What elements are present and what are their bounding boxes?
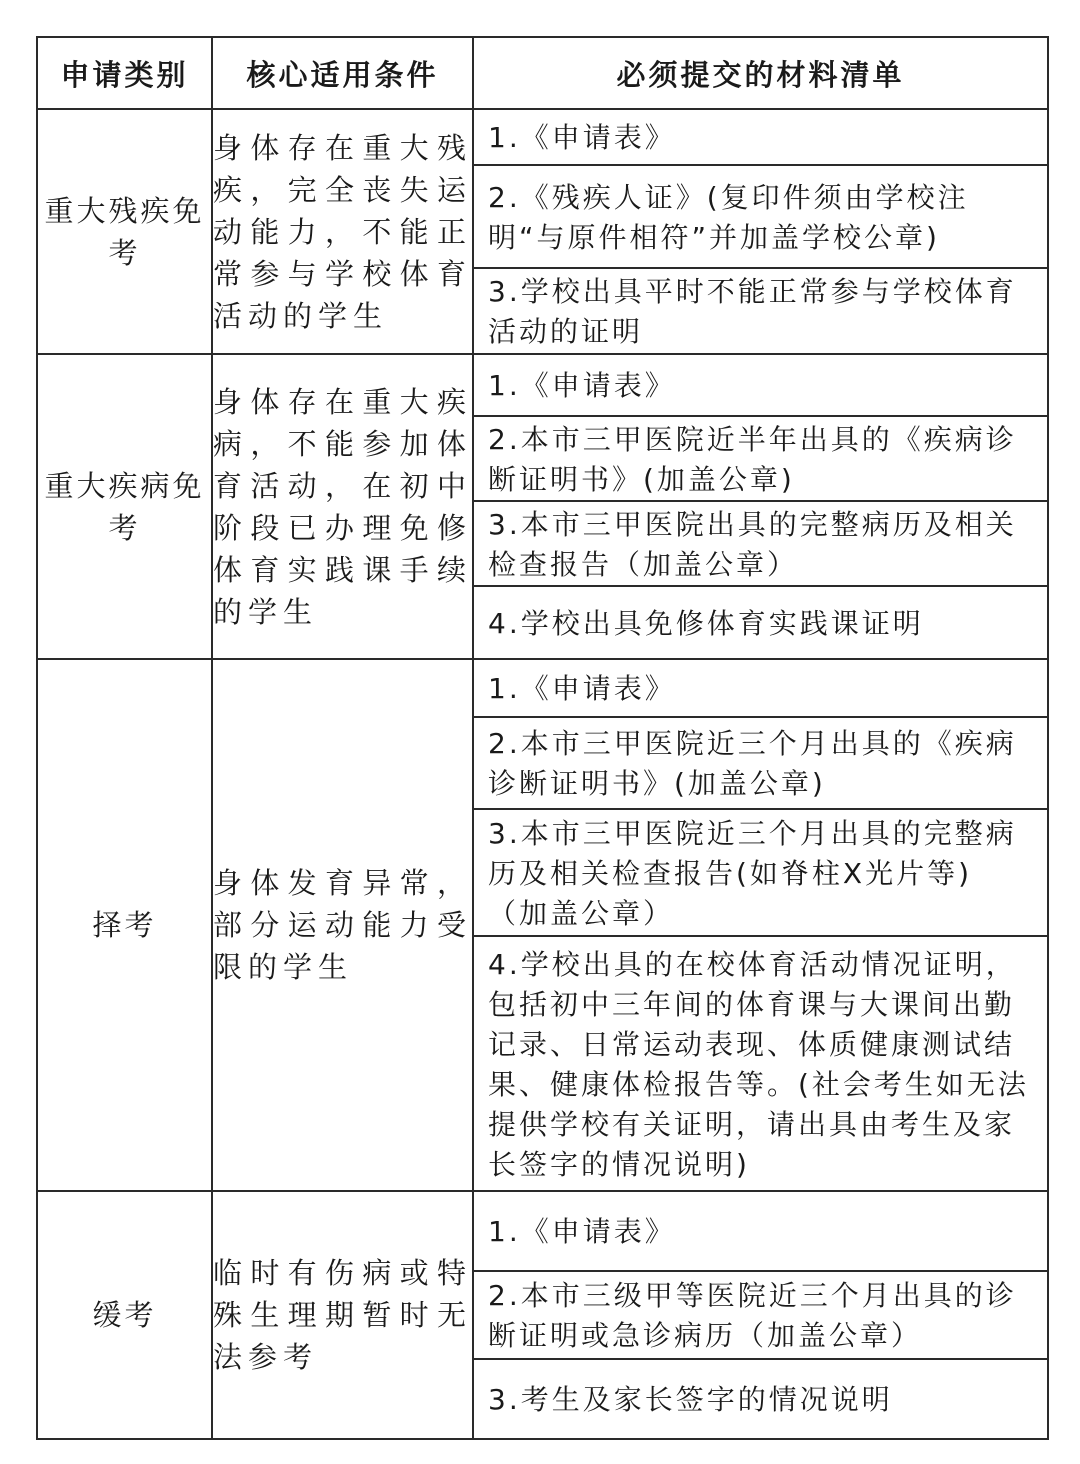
material-item: 3.本市三甲医院出具的完整病历及相关检查报告（加盖公章） bbox=[474, 502, 1047, 587]
row-condition: 身体存在重大疾病，不能参加体育活动，在初中阶段已办理免修体育实践课手续的学生 bbox=[212, 354, 473, 659]
row-condition: 身体存在重大残疾，完全丧失运动能力，不能正常参与学校体育活动的学生 bbox=[212, 109, 473, 354]
header-row bbox=[37, 37, 1048, 109]
row-condition: 身体发育异常，部分运动能力受限的学生 bbox=[212, 659, 473, 1191]
table-row bbox=[37, 354, 1048, 659]
row-category: 缓考 bbox=[37, 1191, 212, 1439]
row-materials bbox=[473, 1191, 1048, 1439]
material-item: 4.学校出具免修体育实践课证明 bbox=[488, 606, 924, 640]
table-row bbox=[37, 659, 1048, 1191]
material-item: 4.学校出具的在校体育活动情况证明，包括初中三年间的体育课与大课间出勤记录、日常运动表现、体质健康测试结果、健康体检报告等。(社会考生如无法提供学校有关证明，请出具由考生及家长签字的情况说明) bbox=[488, 947, 1029, 1181]
material-item: 1.《申请表》 bbox=[474, 355, 1047, 417]
materials-table bbox=[36, 36, 1049, 1440]
row-materials bbox=[473, 109, 1048, 354]
table-row bbox=[37, 1191, 1048, 1439]
material-item: 2.本市三甲医院近三个月出具的《疾病诊断证明书》(加盖公章) bbox=[474, 718, 1047, 810]
material-item: 2.《残疾人证》(复印件须由学校注明“与原件相符”并加盖学校公章) bbox=[474, 166, 1047, 269]
header-category: 申请类别 bbox=[37, 37, 212, 109]
material-item: 1.《申请表》 bbox=[474, 660, 1047, 718]
row-materials bbox=[473, 354, 1048, 659]
row-category: 重大疾病免考 bbox=[37, 354, 212, 659]
row-category: 择考 bbox=[37, 659, 212, 1191]
row-condition: 临时有伤病或特殊生理期暂时无法参考 bbox=[212, 1191, 473, 1439]
row-materials bbox=[473, 659, 1048, 1191]
material-item: 3.本市三甲医院近三个月出具的完整病历及相关检查报告(如脊柱X光片等)（加盖公章） bbox=[474, 810, 1047, 937]
table-row bbox=[37, 109, 1048, 354]
material-item: 1.《申请表》 bbox=[474, 1192, 1047, 1272]
material-item: 1.《申请表》 bbox=[474, 110, 1047, 166]
header-condition: 核心适用条件 bbox=[212, 37, 473, 109]
material-item: 3.考生及家长签字的情况说明 bbox=[488, 1383, 893, 1416]
row-category: 重大残疾免考 bbox=[37, 109, 212, 354]
material-item: 2.本市三级甲等医院近三个月出具的诊断证明或急诊病历（加盖公章） bbox=[474, 1272, 1047, 1360]
material-item: 3.学校出具平时不能正常参与学校体育活动的证明 bbox=[488, 275, 1017, 348]
material-item: 2.本市三甲医院近半年出具的《疾病诊断证明书》(加盖公章) bbox=[474, 417, 1047, 502]
header-materials: 必须提交的材料清单 bbox=[473, 37, 1048, 109]
